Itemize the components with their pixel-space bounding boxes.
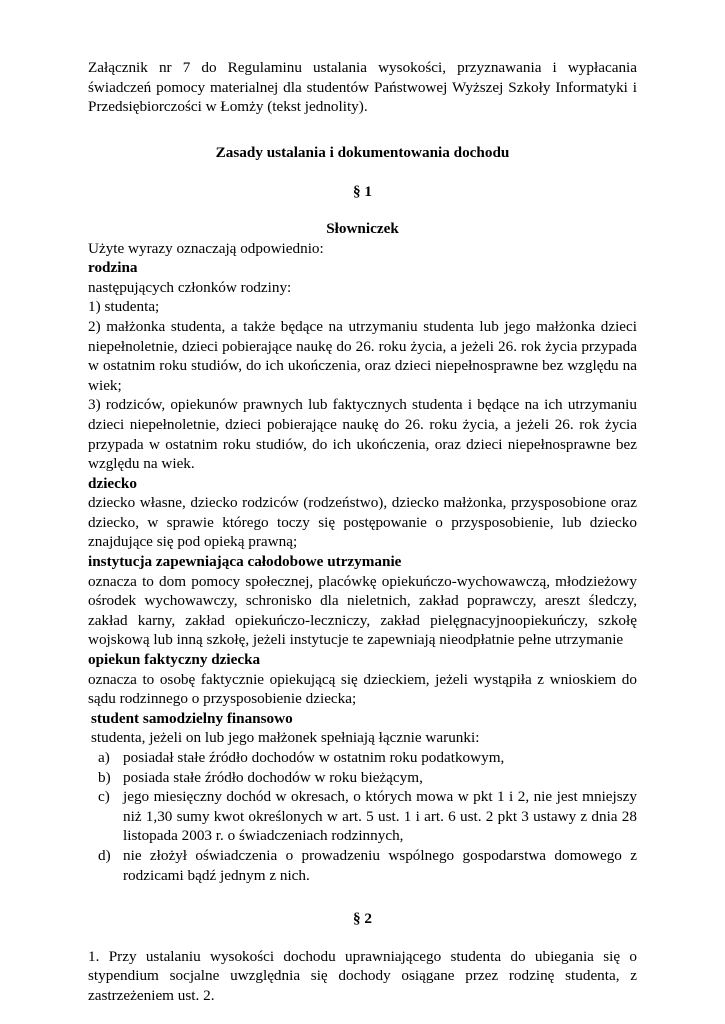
rodzina-item-2: 2) małżonka studenta, a także będące na utrzymaniu studenta lub jego małżonka dzieci niepełnoletnie, dzieci pobierające naukę do 26. roku życia, a jeżeli 26. rok życia przypada w ostatnim roku studiów, do ich ukończenia, oraz dzieci niepełnosprawne bez względu na wiek; <box>88 317 637 394</box>
condition-text: posiadał stałe źródło dochodów w ostatnim roku podatkowym, <box>123 749 505 766</box>
rodzina-item-1: 1) studenta; <box>88 298 160 316</box>
term-instytucja: instytucja zapewniająca całodobowe utrzymanie <box>88 553 402 571</box>
list-item <box>98 748 637 768</box>
rodzina-lead: następujących członków rodziny: <box>88 278 292 296</box>
instytucja-definition: oznacza to dom pomocy społecznej, placówkę opiekuńczo-wychowawczą, młodzieżowy ośrodek wychowawczy, schronisko dla nieletnich, zakład poprawczy, areszt śledczy, zakład karny, zakład opiekuńczo-leczniczy, zakład pielęgnacyjnoopiekuńczy, szkołę wojskową lub inną szkołę, jeżeli instytucje te zapewniają nieodpłatnie pełne utrzymanie <box>88 572 637 649</box>
condition-text: jego miesięczny dochód w okresach, o których mowa w pkt 1 i 2, nie jest mniejszy niż 1,30 sumy kwot określonych w art. 5 ust. 1 i art. 6 ust. 2 pkt 3 ustawy z dnia 28 listopada 2003 r. o świadczeniach rodzinnych, <box>123 788 637 845</box>
opiekun-definition: oznacza to osobę faktycznie opiekującą się dzieckiem, jeżeli wystąpiła z wnioskiem do sądu rodzinnego o przysposobienie dziecka; <box>88 670 637 708</box>
student-conditions-list <box>88 748 637 885</box>
list-marker: c) <box>98 788 110 806</box>
list-marker: d) <box>98 846 111 864</box>
list-item <box>98 787 637 846</box>
rodzina-item-3: 3) rodziców, opiekunów prawnych lub faktycznych studenta i będące na ich utrzymaniu dzieci niepełnoletnie, dzieci pobierające naukę do 26. roku życia, a jeżeli 26. rok życia przypada w ostatnim roku studiów, do ich ukończenia, oraz dzieci niepełnosprawne bez względu na wiek. <box>88 396 637 473</box>
term-student: student samodzielny finansowo <box>91 709 293 727</box>
list-marker: b) <box>98 768 111 786</box>
list-item <box>98 846 637 885</box>
term-opiekun: opiekun faktyczny dziecka <box>88 651 261 669</box>
list-item <box>98 768 637 788</box>
document-title: Zasady ustalania i dokumentowania dochodu <box>215 143 510 161</box>
condition-text: posiada stałe źródło dochodów w roku bieżącym, <box>123 768 423 786</box>
term-rodzina: rodzina <box>88 259 138 277</box>
section-1-heading: Słowniczek <box>326 219 399 237</box>
section-1-lead: Użyte wyrazy oznaczają odpowiednio: <box>88 239 324 257</box>
term-dziecko: dziecko <box>88 474 137 492</box>
condition-text: nie złożył oświadczenia o prowadzeniu wspólnego gospodarstwa domowego z rodzicami bądź jednym z nich. <box>123 846 637 884</box>
document-intro: Załącznik nr 7 do Regulaminu ustalania wysokości, przyznawania i wypłacania świadczeń pomocy materialnej dla studentów Państwowej Wyższej Szkoły Informatyki i Przedsiębiorczości w Łomży (tekst jednolity). <box>88 59 637 116</box>
dziecko-definition: dziecko własne, dziecko rodziców (rodzeństwo), dziecko małżonka, przysposobione oraz dziecko, w sprawie którego toczy się postępowanie o przysposobienie, lub dziecko znajdujące się pod opieką prawną; <box>88 494 637 551</box>
section-2-number: § 2 <box>353 910 372 928</box>
section-1-number: § 1 <box>353 183 372 201</box>
student-lead: studenta, jeżeli on lub jego małżonek spełniają łącznie warunki: <box>91 729 480 747</box>
section-2-paragraph-1: 1. Przy ustalaniu wysokości dochodu uprawniającego studenta do ubiegania się o stypendium socjalne uwzględnia się dochody osiągane przez rodzinę studenta, z zastrzeżeniem ust. 2. <box>88 947 637 1004</box>
list-marker: a) <box>98 749 110 766</box>
